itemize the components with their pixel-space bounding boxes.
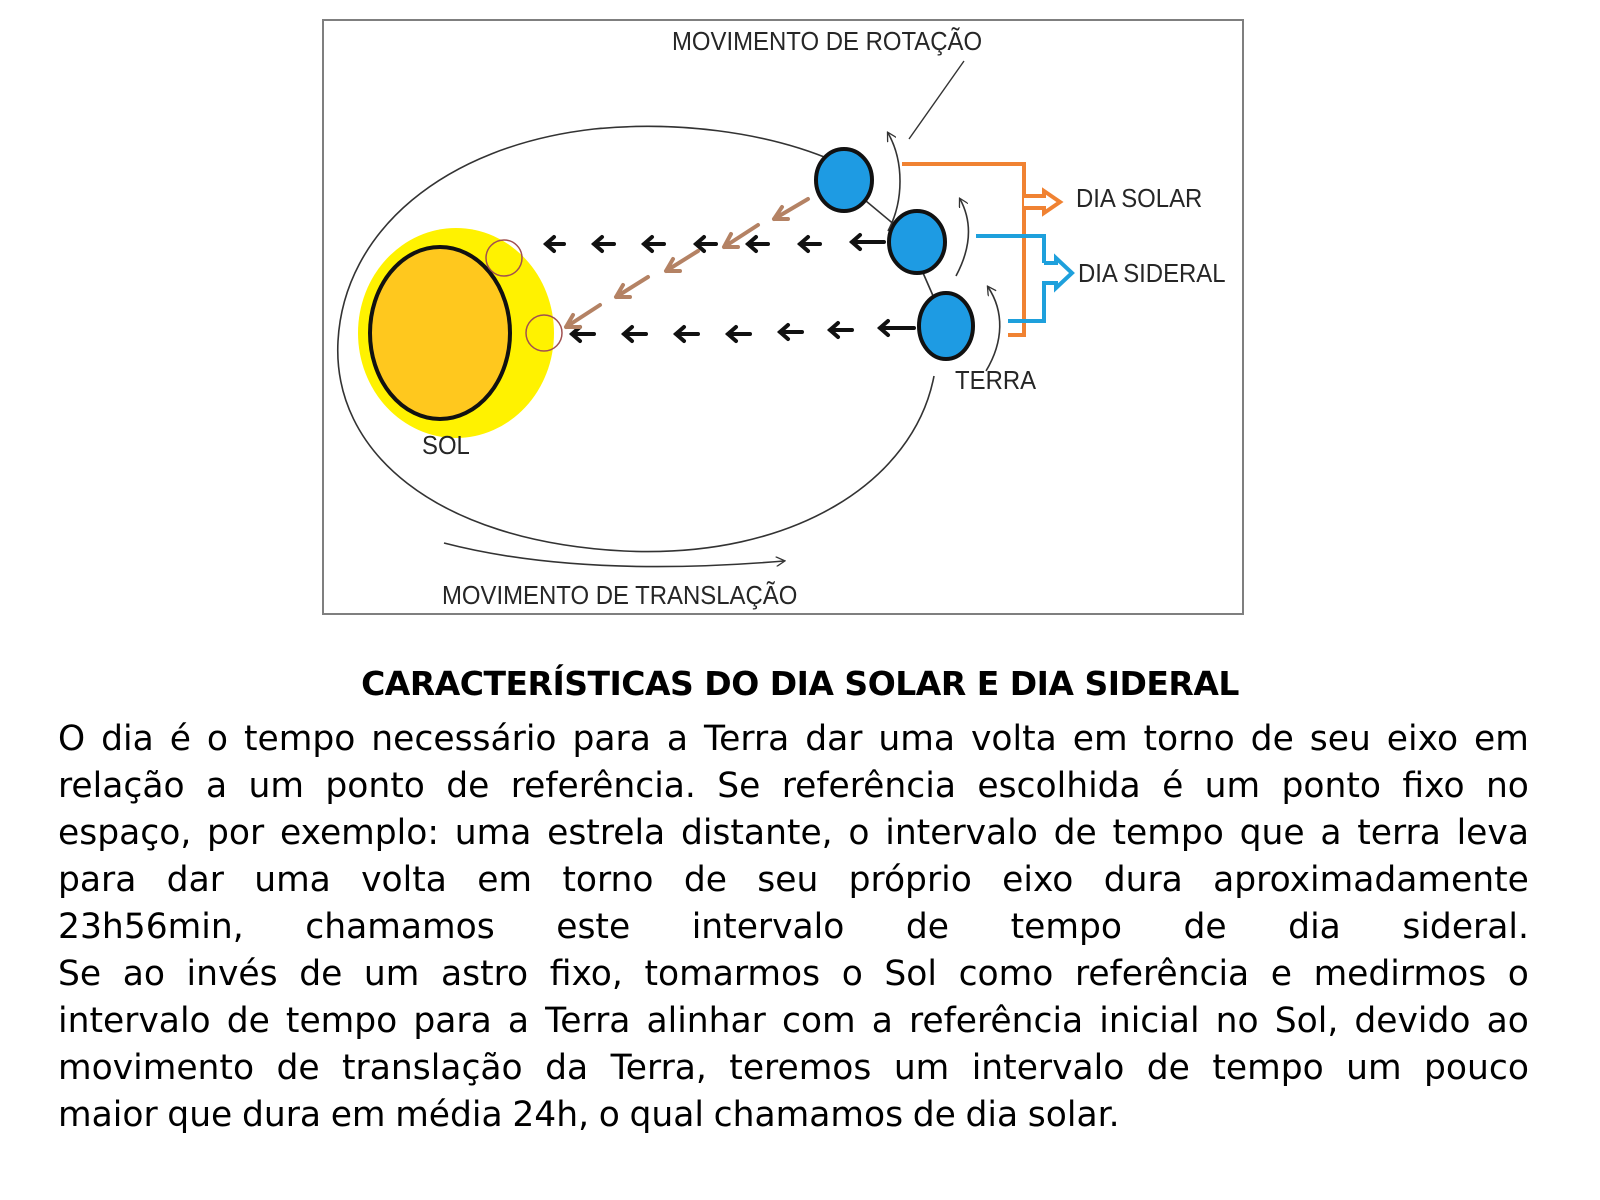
earth-icon-3 (919, 293, 973, 359)
sidereal-arrows-top (546, 235, 884, 251)
word: um (1346, 1048, 1402, 1088)
word: em (1072, 719, 1128, 759)
word: chamamos (713, 1095, 904, 1135)
word: média (395, 1095, 503, 1135)
word: fixo, (549, 954, 623, 994)
word: exemplo: (279, 813, 439, 853)
translation-label: MOVIMENTO DE TRANSLAÇÃO (442, 580, 798, 610)
word: devido (1354, 1001, 1471, 1041)
body-line (58, 1045, 1529, 1092)
word: sideral. (1402, 907, 1529, 947)
body-line (58, 904, 1529, 951)
word: de (226, 1001, 270, 1041)
body-line (58, 763, 1529, 810)
word: estrela (547, 813, 666, 853)
word: a (507, 1001, 529, 1041)
word: O (58, 719, 86, 759)
word: para (572, 719, 651, 759)
word: astro (440, 954, 529, 994)
word: pouco (1424, 1048, 1529, 1088)
diagram-canvas (324, 21, 1246, 617)
word: um (363, 954, 420, 994)
word: escolhida (977, 766, 1141, 806)
word: solar. (1027, 1095, 1120, 1135)
word: distante, (680, 813, 833, 853)
word: como (958, 954, 1054, 994)
word: medirmos (1313, 954, 1487, 994)
word: dia (101, 719, 154, 759)
word: tempo (1212, 1048, 1324, 1088)
word: em (1474, 719, 1529, 759)
body-line (58, 716, 1529, 763)
article-title: CARACTERÍSTICAS DO DIA SOLAR E DIA SIDERAL (361, 664, 1239, 703)
word: alinhar (646, 1001, 766, 1041)
word: de (912, 1095, 956, 1135)
body-line (58, 810, 1529, 857)
word: leva (1456, 813, 1529, 853)
word: o (598, 1095, 620, 1135)
translation-arrow (444, 543, 784, 567)
rotation-label: MOVIMENTO DE ROTAÇÃO (672, 26, 983, 56)
word: ao (1486, 1001, 1529, 1041)
word: dar (805, 719, 863, 759)
word: terra (1357, 813, 1441, 853)
word: torno (562, 860, 654, 900)
word: no (1485, 766, 1529, 806)
solar-day-label: DIA SOLAR (1076, 183, 1203, 213)
word: tempo (243, 719, 356, 759)
word: seu (1309, 719, 1371, 759)
word: a (666, 719, 688, 759)
word: qual (629, 1095, 704, 1135)
sidereal-day-label: DIA SIDERAL (1078, 258, 1226, 288)
word: tempo (1010, 907, 1122, 947)
word: dura (241, 1095, 322, 1135)
word: que (1239, 813, 1305, 853)
word: de (1146, 1048, 1190, 1088)
word: próprio (848, 860, 972, 900)
word: é (169, 719, 191, 759)
word: e (1270, 954, 1292, 994)
word: no (1215, 1001, 1259, 1041)
body-line (58, 857, 1529, 904)
word: Sol, (1274, 1001, 1339, 1041)
solar-sidereal-diagram (322, 19, 1244, 615)
word: chamamos (305, 907, 495, 947)
earth-icon-1 (816, 149, 872, 211)
word: translação (342, 1048, 523, 1088)
word: dia (965, 1095, 1019, 1135)
word: o (1507, 954, 1529, 994)
sun-label: SOL (422, 430, 470, 460)
word: ao (122, 954, 165, 994)
earth-icon-2 (889, 211, 945, 273)
word: uma (254, 860, 331, 900)
word: Se (717, 766, 761, 806)
solar-arrows (566, 199, 808, 327)
word: Sol (884, 954, 937, 994)
word: um (248, 766, 304, 806)
word: intervalo (691, 907, 845, 947)
word: Terra, (610, 1048, 707, 1088)
word: a (1320, 813, 1342, 853)
word: dura (1103, 860, 1183, 900)
word: de (299, 954, 343, 994)
word: dia (1288, 907, 1341, 947)
word: a (871, 1001, 893, 1041)
word: que (167, 1095, 233, 1135)
word: referência. (510, 766, 696, 806)
earth-label: TERRA (955, 365, 1037, 395)
word: para (413, 1001, 492, 1041)
word: maior (58, 1095, 158, 1135)
word: o (206, 719, 228, 759)
word: uma (454, 813, 532, 853)
word: ponto (1281, 766, 1382, 806)
word: de (905, 907, 950, 947)
word: de (1250, 719, 1294, 759)
word: em (330, 1095, 386, 1135)
word: Terra (703, 719, 790, 759)
word: tempo (1112, 813, 1224, 853)
word: Terra (545, 1001, 631, 1041)
word: inicial (1099, 1001, 1200, 1041)
word: de (1183, 907, 1227, 947)
word: tomarmos (644, 954, 821, 994)
word: com (781, 1001, 856, 1041)
word: este (556, 907, 631, 947)
word: intervalo (58, 1001, 211, 1041)
word: da (545, 1048, 589, 1088)
word: referência (1074, 954, 1250, 994)
word: relação (58, 766, 185, 806)
word: invés (186, 954, 278, 994)
word: ponto (325, 766, 425, 806)
word: o (848, 813, 870, 853)
word: uma (878, 719, 956, 759)
word: dar (166, 860, 224, 900)
sun-icon (358, 228, 554, 438)
word: por (207, 813, 265, 853)
word: eixo (1002, 860, 1074, 900)
word: eixo (1386, 719, 1459, 759)
body-line (58, 1092, 1529, 1139)
word: de (446, 766, 490, 806)
rotation-arrow-2 (956, 199, 969, 276)
word: intervalo (885, 813, 1038, 853)
sidereal-arrows-bottom (572, 321, 914, 341)
word: intervalo (971, 1048, 1125, 1088)
word: de (276, 1048, 320, 1088)
word: para (58, 860, 137, 900)
word: aproximadamente (1213, 860, 1529, 900)
word: em (477, 860, 533, 900)
word: seu (757, 860, 819, 900)
article-body (58, 716, 1529, 1139)
word: torno (1143, 719, 1235, 759)
rotation-label-pointer (909, 61, 964, 139)
word: a (205, 766, 228, 806)
word: volta (971, 719, 1057, 759)
body-line (58, 998, 1529, 1045)
word: referência (908, 1001, 1084, 1041)
body-line (58, 951, 1529, 998)
word: um (1204, 766, 1261, 806)
word: 24h, (512, 1095, 590, 1135)
word: fixo (1402, 766, 1465, 806)
rotation-arrow-3 (986, 287, 1000, 371)
word: de (683, 860, 727, 900)
word: referência (781, 766, 956, 806)
word: tempo (285, 1001, 398, 1041)
word: movimento (58, 1048, 255, 1088)
word: 23h56min, (58, 907, 244, 947)
word: Se (58, 954, 102, 994)
word: teremos (729, 1048, 872, 1088)
word: o (841, 954, 863, 994)
word: de (1053, 813, 1097, 853)
word: necessário (371, 719, 557, 759)
word: volta (361, 860, 447, 900)
word: espaço, (58, 813, 192, 853)
word: é (1162, 766, 1184, 806)
word: um (893, 1048, 950, 1088)
